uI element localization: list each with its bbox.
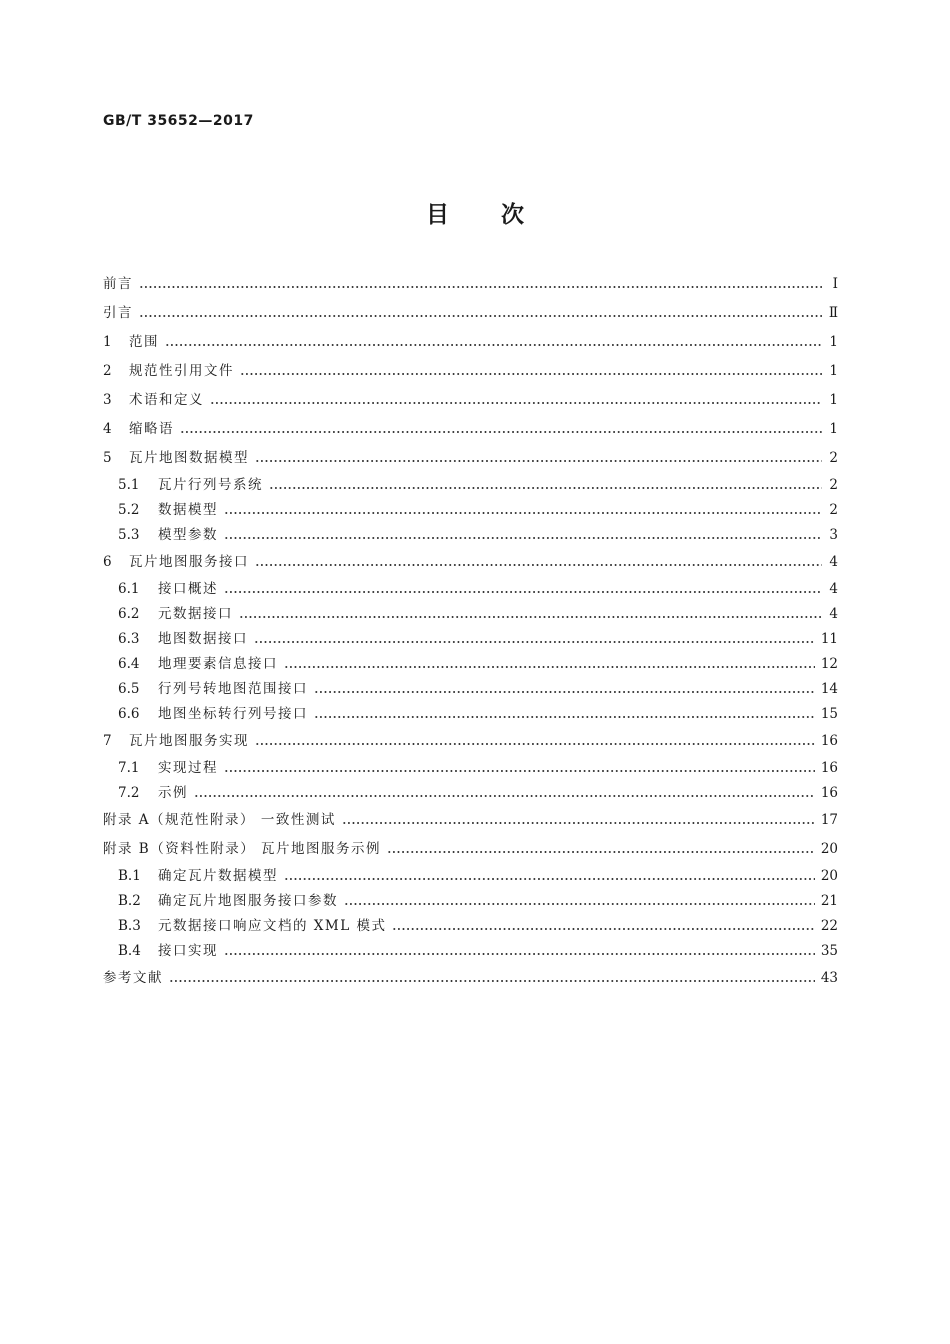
toc-dot-leader — [255, 564, 822, 566]
toc-dot-leader — [165, 344, 822, 346]
toc-dot-leader — [240, 373, 822, 375]
toc-entry[interactable] — [103, 727, 838, 756]
table-of-contents — [103, 270, 838, 993]
toc-entry-page: 20 — [820, 841, 838, 857]
toc-entry-page: 1 — [829, 392, 838, 408]
toc-entry-page: 1 — [829, 334, 838, 350]
toc-entry-number: 7.2 — [118, 785, 140, 801]
toc-entry-page: 4 — [829, 554, 838, 570]
toc-entry-number: 5.3 — [118, 527, 140, 543]
toc-dot-leader — [284, 878, 815, 880]
toc-entry-label: 元数据接口 — [158, 606, 233, 622]
toc-dot-leader — [224, 770, 815, 772]
toc-entry[interactable] — [103, 939, 838, 964]
toc-entry-page: 14 — [820, 681, 838, 697]
toc-entry-page: 4 — [829, 581, 838, 597]
toc-dot-leader — [180, 431, 822, 433]
toc-entry[interactable] — [103, 781, 838, 806]
toc-entry-page: 15 — [820, 706, 838, 722]
toc-entry-label: 附录 A（规范性附录） 一致性测试 — [103, 812, 336, 828]
toc-entry-number: 3 — [103, 392, 112, 408]
toc-entry-page: 16 — [820, 733, 838, 749]
toc-entry-label: 元数据接口响应文档的 XML 模式 — [158, 918, 387, 934]
toc-entry-number: 6.1 — [118, 581, 140, 597]
toc-entry-page: 2 — [829, 502, 838, 518]
toc-dot-leader — [255, 743, 815, 745]
toc-dot-leader — [284, 666, 815, 668]
toc-entry[interactable] — [103, 889, 838, 914]
toc-entry-label: 范围 — [129, 334, 159, 350]
toc-entry-number: 5.2 — [118, 502, 140, 518]
toc-entry-label: 地理要素信息接口 — [158, 656, 278, 672]
toc-entry-page: 2 — [829, 477, 838, 493]
toc-entry-page: 21 — [820, 893, 838, 909]
toc-entry-number: B.3 — [118, 918, 141, 934]
toc-dot-leader — [169, 980, 815, 982]
toc-entry[interactable] — [103, 415, 838, 444]
toc-entry-page: 3 — [829, 527, 838, 543]
toc-dot-leader — [269, 487, 822, 489]
toc-entry-label: 瓦片地图服务实现 — [129, 733, 249, 749]
toc-dot-leader — [342, 822, 815, 824]
toc-entry[interactable] — [103, 652, 838, 677]
toc-entry-page: 43 — [820, 970, 838, 986]
toc-dot-leader — [224, 537, 822, 539]
toc-entry[interactable] — [103, 357, 838, 386]
toc-entry[interactable] — [103, 270, 838, 299]
toc-entry-page: 1 — [829, 421, 838, 437]
toc-entry-label: 术语和定义 — [129, 392, 204, 408]
toc-dot-leader — [255, 460, 822, 462]
toc-dot-leader — [139, 315, 822, 317]
toc-entry-number: 7.1 — [118, 760, 140, 776]
toc-entry[interactable] — [103, 299, 838, 328]
toc-entry[interactable] — [103, 548, 838, 577]
page-title — [0, 196, 950, 229]
toc-entry-number: 4 — [103, 421, 112, 437]
toc-entry[interactable] — [103, 964, 838, 993]
toc-dot-leader — [314, 716, 815, 718]
toc-entry[interactable] — [103, 473, 838, 498]
toc-entry-label: 附录 B（资料性附录） 瓦片地图服务示例 — [103, 841, 382, 857]
toc-entry-number: 6.4 — [118, 656, 140, 672]
toc-entry-label: 瓦片地图服务接口 — [129, 554, 249, 570]
toc-dot-leader — [224, 953, 815, 955]
toc-entry-page: 4 — [829, 606, 838, 622]
toc-entry[interactable] — [103, 602, 838, 627]
toc-entry-page: 16 — [820, 760, 838, 776]
toc-entry-label: 模型参数 — [158, 527, 218, 543]
toc-entry[interactable] — [103, 806, 838, 835]
toc-entry-label: 瓦片地图数据模型 — [129, 450, 249, 466]
toc-dot-leader — [239, 616, 822, 618]
title-char-left: 目 — [426, 202, 449, 228]
toc-dot-leader — [139, 286, 822, 288]
toc-entry-label: 前言 — [103, 276, 133, 292]
toc-entry-number: 7 — [103, 733, 112, 749]
toc-entry-label: 瓦片行列号系统 — [158, 477, 263, 493]
toc-entry-number: B.1 — [118, 868, 141, 884]
toc-entry-number: 6.3 — [118, 631, 140, 647]
toc-entry[interactable] — [103, 756, 838, 781]
toc-entry[interactable] — [103, 835, 838, 864]
toc-entry-page: Ⅱ — [828, 305, 838, 321]
toc-entry-number: B.4 — [118, 943, 141, 959]
toc-entry-page: 11 — [820, 631, 838, 647]
toc-entry-label: 数据模型 — [158, 502, 218, 518]
standard-code: GB/T 35652—2017 — [103, 113, 254, 129]
toc-entry-number: 5.1 — [118, 477, 140, 493]
toc-dot-leader — [224, 591, 822, 593]
toc-entry-number: 6.2 — [118, 606, 140, 622]
toc-entry[interactable] — [103, 677, 838, 702]
toc-entry-page: 20 — [820, 868, 838, 884]
toc-entry-label: 引言 — [103, 305, 133, 321]
toc-entry-page: 12 — [820, 656, 838, 672]
toc-entry-number: 1 — [103, 334, 112, 350]
toc-entry-page: 17 — [820, 812, 838, 828]
toc-dot-leader — [210, 402, 822, 404]
toc-entry-label: 地图数据接口 — [158, 631, 248, 647]
toc-entry[interactable] — [103, 627, 838, 652]
toc-entry-label: 接口实现 — [158, 943, 218, 959]
toc-dot-leader — [387, 851, 815, 853]
toc-entry-label: 参考文献 — [103, 970, 163, 986]
toc-dot-leader — [254, 641, 815, 643]
toc-entry[interactable] — [103, 914, 838, 939]
toc-entry[interactable] — [103, 864, 838, 889]
toc-entry-number: 6.6 — [118, 706, 140, 722]
toc-entry-label: 缩略语 — [129, 421, 174, 437]
toc-entry-label: 实现过程 — [158, 760, 218, 776]
toc-dot-leader — [194, 795, 815, 797]
toc-entry-number: 6 — [103, 554, 112, 570]
toc-entry-page: 2 — [829, 450, 838, 466]
toc-entry-number: 2 — [103, 363, 112, 379]
toc-entry-number: 6.5 — [118, 681, 140, 697]
toc-entry[interactable] — [103, 702, 838, 727]
toc-entry-page: 1 — [829, 363, 838, 379]
toc-entry[interactable] — [103, 386, 838, 415]
toc-entry-label: 地图坐标转行列号接口 — [158, 706, 308, 722]
toc-entry-label: 规范性引用文件 — [129, 363, 234, 379]
toc-entry[interactable] — [103, 444, 838, 473]
toc-entry-number: B.2 — [118, 893, 141, 909]
toc-dot-leader — [224, 512, 822, 514]
title-char-right: 次 — [501, 202, 524, 228]
toc-entry-label: 确定瓦片地图服务接口参数 — [158, 893, 338, 909]
toc-entry-label: 接口概述 — [158, 581, 218, 597]
toc-entry-label: 确定瓦片数据模型 — [158, 868, 278, 884]
toc-entry-label: 示例 — [158, 785, 188, 801]
toc-entry-label: 行列号转地图范围接口 — [158, 681, 308, 697]
toc-entry-page: 16 — [820, 785, 838, 801]
toc-entry[interactable] — [103, 498, 838, 523]
toc-entry-page: Ⅰ — [832, 276, 838, 292]
toc-entry-number: 5 — [103, 450, 112, 466]
toc-entry-page: 35 — [820, 943, 838, 959]
toc-dot-leader — [392, 928, 814, 930]
toc-entry[interactable] — [103, 328, 838, 357]
toc-entry[interactable] — [103, 577, 838, 602]
toc-entry[interactable] — [103, 523, 838, 548]
toc-dot-leader — [344, 903, 815, 905]
toc-entry-page: 22 — [820, 918, 838, 934]
toc-dot-leader — [314, 691, 815, 693]
